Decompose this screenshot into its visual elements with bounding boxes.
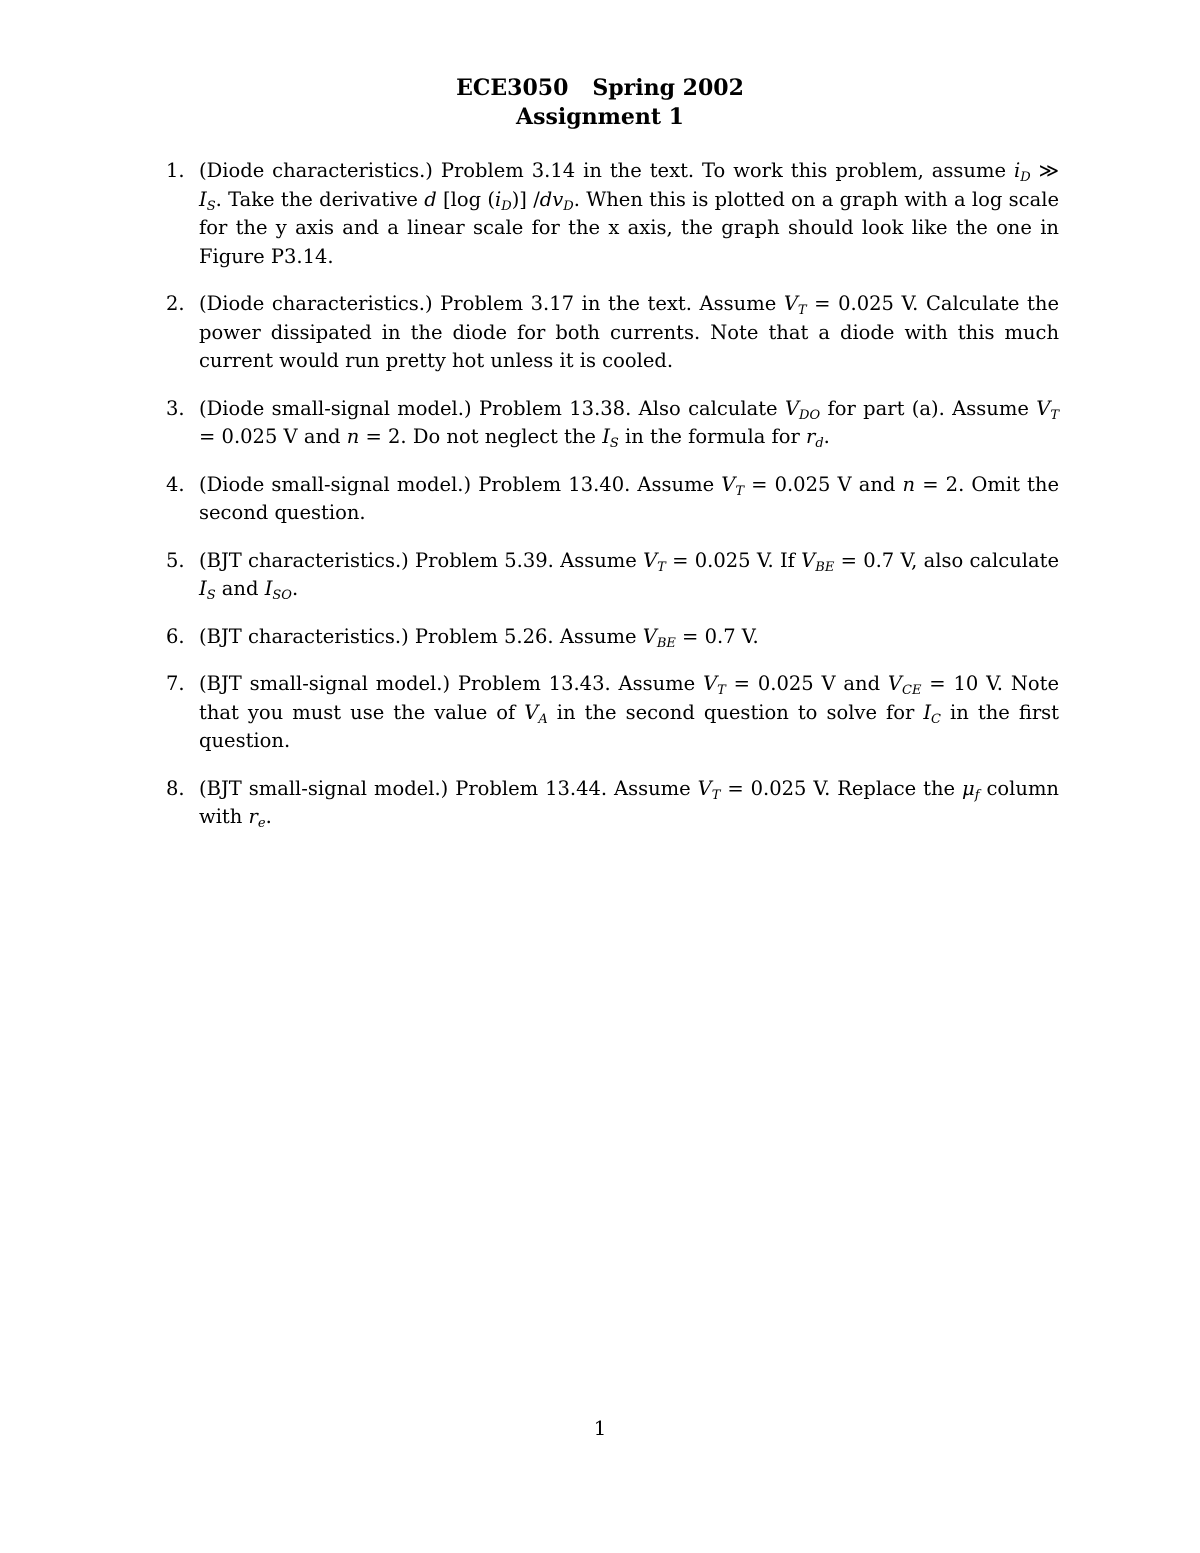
problem-item — [166, 775, 1059, 832]
problem-list — [166, 157, 1059, 851]
problem-number: 8. — [166, 776, 185, 800]
course-term: Spring 2002 — [592, 75, 744, 101]
problem-number: 7. — [166, 672, 185, 695]
problem-number: 5. — [166, 548, 185, 572]
problem-text: (Diode small-signal model.) Problem 13.40. Assume $V_T = 0.025$ V and n = 2. Omit the second question. — [199, 472, 1059, 524]
problem-number: 4. — [166, 472, 185, 496]
problem-number: 6. — [166, 624, 185, 648]
page-number: 1 — [593, 1416, 607, 1440]
problem-text: (BJT characteristics.) Problem 5.39. Assume $V_T = 0.025$ V. If $V_{BE} = 0.7$ V, also calculate $I_S$ and $I_{SO}$. — [199, 548, 1060, 603]
problem-number: 3. — [166, 396, 185, 420]
problem-item — [166, 547, 1059, 604]
problem-text: (Diode small-signal model.) Problem 13.38. Also calculate $V_{DO}$ for part (a). Assume $V_T = 0.025$ V and n = 2. Do not neglect the $I_S$ in the formula for $r_d$. — [199, 396, 1059, 451]
problem-item — [166, 395, 1059, 452]
problem-text: (Diode characteristics.) Problem 3.14 in the text. To work this problem, assume $i_D$ ≫ $I_S$. Take the derivative d [log $(i_D)$] $/dv_D$. When this is plotted on a graph with a log scale for the y axis and a linear scale for the x axis, the graph should look like the one in Figure P3.14. — [199, 159, 1059, 268]
course-title-line — [0, 74, 1200, 103]
problem-number: 2. — [166, 292, 185, 315]
problem-text: (BJT characteristics.) Problem 5.26. Assume $V_{BE} = 0.7$ V. — [199, 624, 759, 651]
problem-text: (BJT small-signal model.) Problem 13.43. Assume $V_T = 0.025$ V and $V_{CE} = 10$ V. Note that you must use the value of $V_A$ in the second question to solve for $I_C$ in the first question. — [199, 672, 1059, 752]
assignment-title: Assignment 1 — [516, 104, 684, 130]
course-code: ECE3050 — [456, 75, 569, 101]
problem-item — [166, 670, 1059, 756]
problem-item — [166, 471, 1059, 528]
problem-number: 1. — [166, 159, 185, 182]
problem-text: (BJT small-signal model.) Problem 13.44. Assume $V_T = 0.025$ V. Replace the $\mu_f$ column with $r_e$. — [199, 776, 1059, 831]
problem-text: (Diode characteristics.) Problem 3.17 in the text. Assume $V_T = 0.025$ V. Calculate the power dissipated in the diode for both currents. Note that a diode with this much current would run pretty hot unless it is cooled. — [199, 292, 1059, 372]
problem-item — [166, 623, 1059, 652]
problem-item — [166, 290, 1059, 376]
document-header — [0, 74, 1200, 132]
problem-item — [166, 157, 1059, 271]
